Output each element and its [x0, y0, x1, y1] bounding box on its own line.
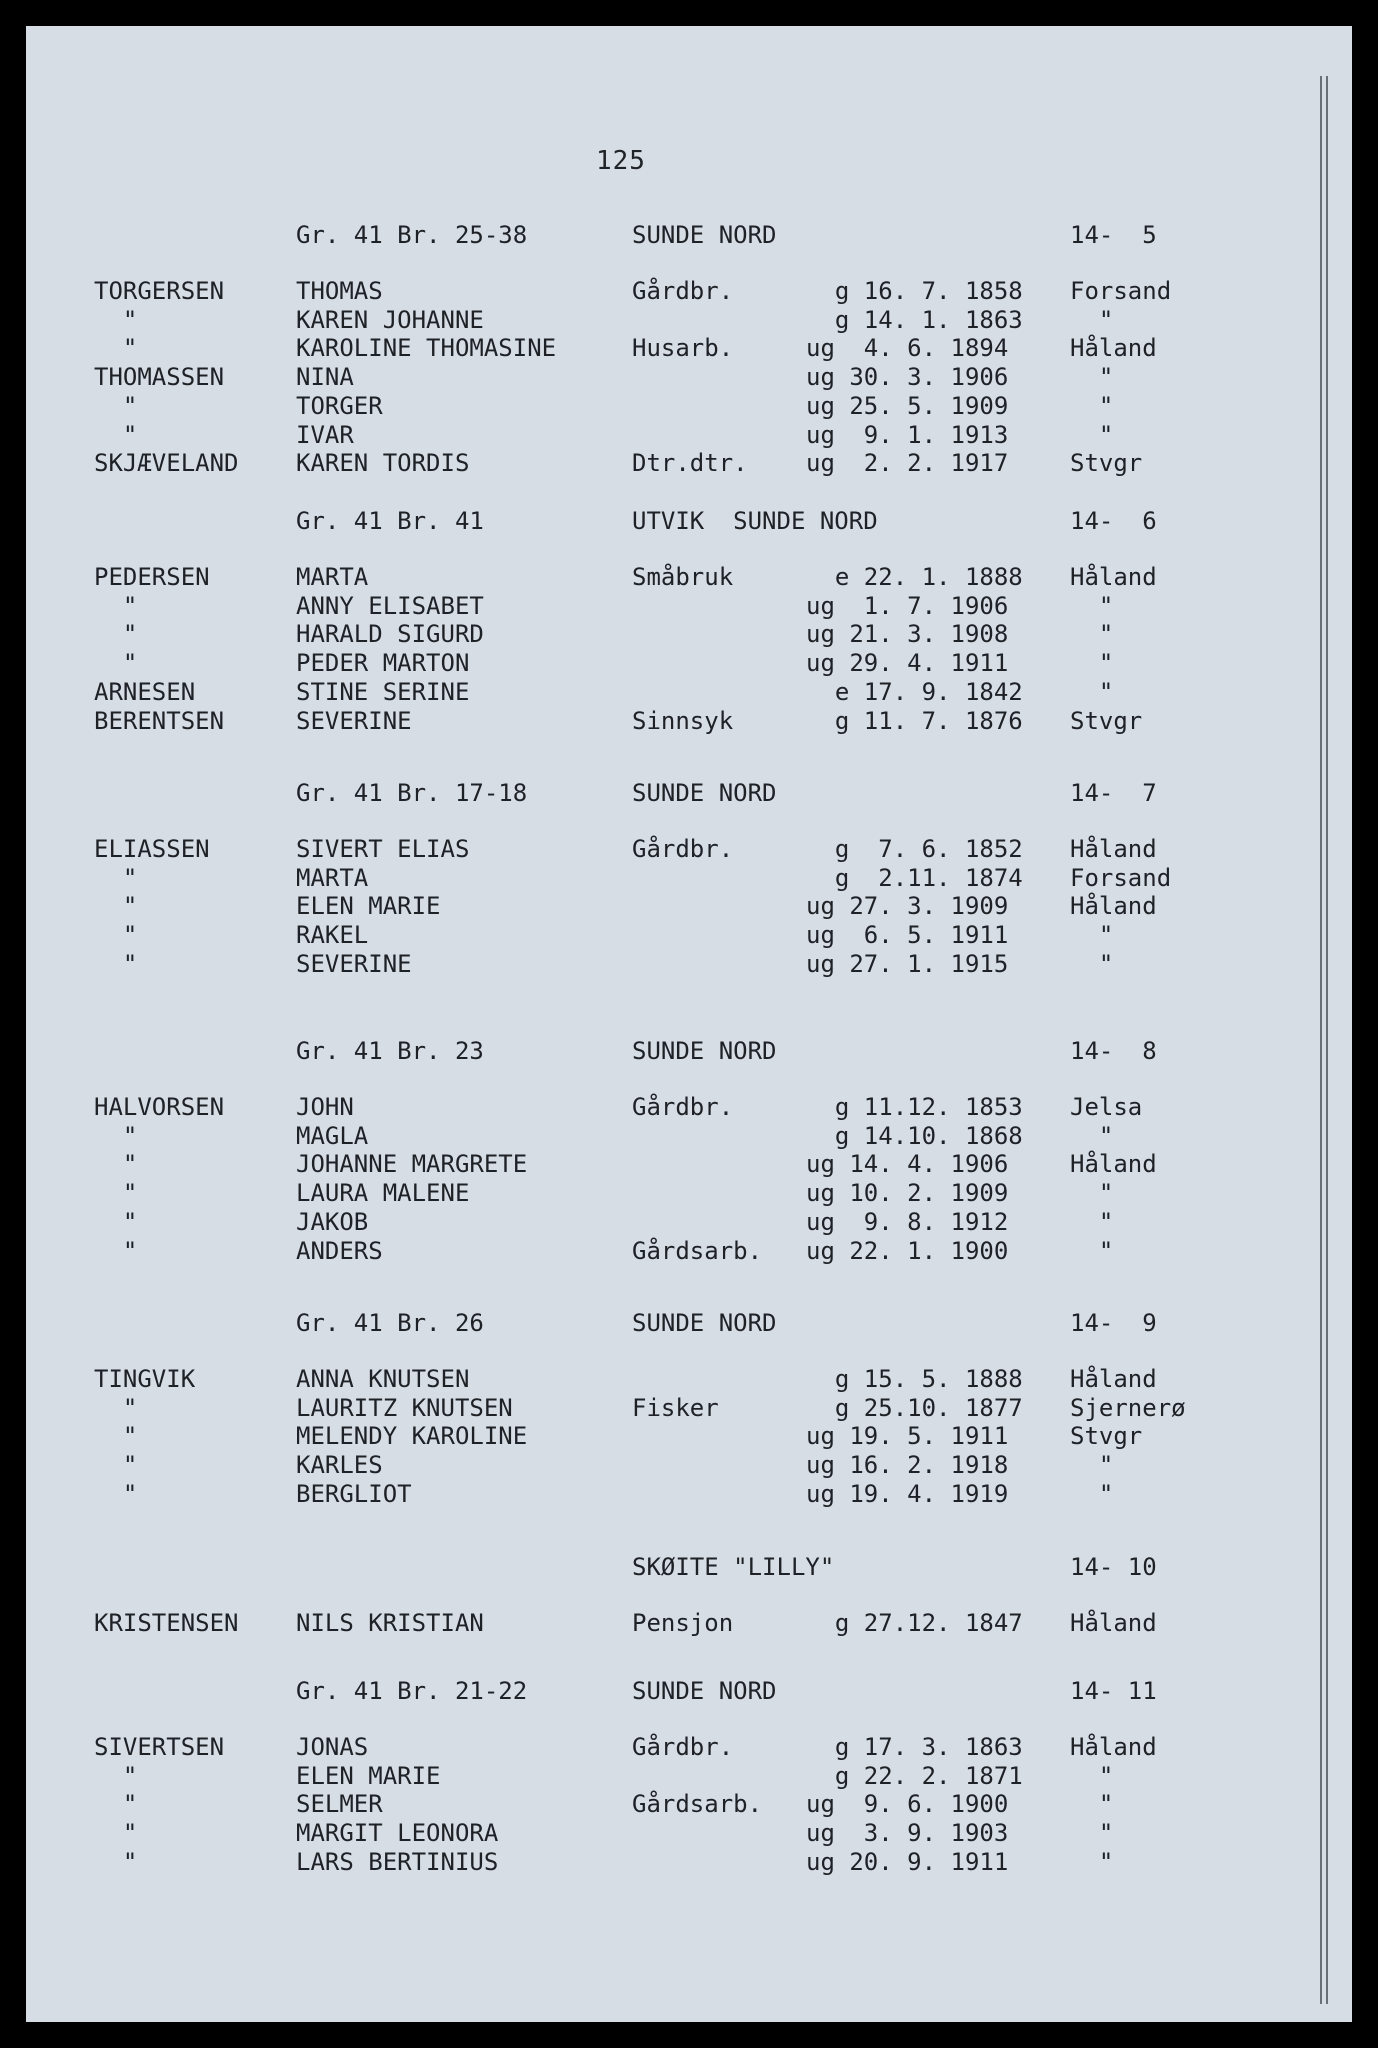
surname: TINGVIK	[94, 1365, 196, 1393]
birthplace: Sjernerø	[1070, 1393, 1186, 1422]
surname: "	[94, 1790, 138, 1819]
surname: "	[94, 420, 138, 449]
birthplace: Stvgr	[1070, 449, 1143, 478]
status-and-birth-date: ug 27. 1. 1915	[806, 949, 1009, 978]
given-names: JOHN	[296, 1093, 354, 1121]
status-and-birth-date: g 2.11. 1874	[806, 863, 1023, 892]
surname: "	[94, 1479, 138, 1508]
status-and-birth-date: g 14.10. 1868	[806, 1121, 1023, 1150]
person-row	[26, 891, 1352, 921]
given-names: ANNA KNUTSEN	[296, 1365, 470, 1393]
given-names: JOHANNE MARGRETE	[296, 1150, 528, 1179]
household-code: 14- 9	[1070, 1309, 1157, 1337]
household-code: 14- 8	[1070, 1037, 1157, 1065]
person-row	[26, 305, 1352, 335]
given-names: PEDER MARTON	[296, 649, 470, 678]
surname: "	[94, 892, 138, 921]
surname: "	[94, 620, 138, 649]
given-names: LARS BERTINIUS	[296, 1847, 499, 1876]
person-row	[26, 276, 1352, 306]
status-and-birth-date: g 15. 5. 1888	[806, 1365, 1023, 1393]
birthplace: Håland	[1070, 563, 1157, 591]
status-and-birth-date: ug 9. 6. 1900	[806, 1790, 1009, 1819]
household-code: 14- 11	[1070, 1677, 1157, 1705]
birthplace: "	[1070, 420, 1114, 449]
surname: THOMASSEN	[94, 363, 225, 392]
given-names: ANDERS	[296, 1236, 383, 1265]
status-and-birth-date: ug 19. 4. 1919	[806, 1479, 1009, 1508]
birthplace: "	[1070, 1207, 1114, 1236]
surname: "	[94, 391, 138, 420]
given-names: ELEN MARIE	[296, 1761, 441, 1790]
household-header	[26, 1552, 1352, 1582]
given-names: KARLES	[296, 1451, 383, 1480]
status-and-birth-date: ug 29. 4. 1911	[806, 649, 1009, 678]
given-names: NINA	[296, 363, 354, 392]
given-names: HARALD SIGURD	[296, 620, 484, 649]
status-and-birth-date: ug 25. 5. 1909	[806, 391, 1009, 420]
farm-reference: Gr. 41 Br. 23	[296, 1037, 484, 1065]
surname: "	[94, 863, 138, 892]
person-row	[26, 1761, 1352, 1791]
birthplace: "	[1070, 363, 1114, 392]
given-names: ANNY ELISABET	[296, 591, 484, 620]
status-and-birth-date: ug 16. 2. 1918	[806, 1451, 1009, 1480]
occupation: Sinnsyk	[632, 706, 734, 735]
birthplace: "	[1070, 620, 1114, 649]
surname: "	[94, 1819, 138, 1848]
surname: "	[94, 1393, 138, 1422]
person-row	[26, 391, 1352, 421]
person-row	[26, 1818, 1352, 1848]
person-row	[26, 1608, 1352, 1638]
status-and-birth-date: g 16. 7. 1858	[806, 277, 1023, 305]
given-names: MARTA	[296, 563, 369, 591]
status-and-birth-date: ug 19. 5. 1911	[806, 1422, 1009, 1451]
person-row	[26, 706, 1352, 736]
person-row	[26, 677, 1352, 707]
status-and-birth-date: ug 4. 6. 1894	[806, 334, 1009, 363]
place-name: SUNDE NORD	[632, 1037, 777, 1065]
status-and-birth-date: ug 6. 5. 1911	[806, 921, 1009, 950]
place-name: SUNDE NORD	[632, 1677, 777, 1705]
birthplace: "	[1070, 591, 1114, 620]
given-names: SEVERINE	[296, 706, 412, 735]
place-name: SKØITE "LILLY"	[632, 1553, 835, 1581]
birthplace: Forsand	[1070, 863, 1172, 892]
birthplace: Håland	[1070, 334, 1157, 363]
status-and-birth-date: ug 1. 7. 1906	[806, 591, 1009, 620]
surname: "	[94, 1207, 138, 1236]
birthplace: Stvgr	[1070, 1422, 1143, 1451]
given-names: KAREN JOHANNE	[296, 305, 484, 334]
status-and-birth-date: ug 3. 9. 1903	[806, 1819, 1009, 1848]
birthplace: Håland	[1070, 835, 1157, 863]
status-and-birth-date: ug 20. 9. 1911	[806, 1847, 1009, 1876]
person-row	[26, 920, 1352, 950]
given-names: JAKOB	[296, 1207, 369, 1236]
given-names: STINE SERINE	[296, 677, 470, 706]
person-row	[26, 1149, 1352, 1179]
birthplace: Stvgr	[1070, 706, 1143, 735]
occupation: Fisker	[632, 1393, 719, 1422]
household-header	[26, 1308, 1352, 1338]
given-names: ELEN MARIE	[296, 892, 441, 921]
surname: "	[94, 1179, 138, 1208]
person-row	[26, 591, 1352, 621]
household-header	[26, 506, 1352, 536]
surname: "	[94, 1422, 138, 1451]
occupation: Gårdsarb.	[632, 1236, 763, 1265]
place-name: UTVIK SUNDE NORD	[632, 507, 878, 535]
household-code: 14- 5	[1070, 221, 1157, 249]
occupation: Pensjon	[632, 1609, 734, 1637]
status-and-birth-date: g 27.12. 1847	[806, 1609, 1023, 1637]
farm-reference: Gr. 41 Br. 25-38	[296, 221, 528, 249]
household-header	[26, 778, 1352, 808]
status-and-birth-date: g 7. 6. 1852	[806, 835, 1023, 863]
surname: "	[94, 1121, 138, 1150]
birthplace: Håland	[1070, 1365, 1157, 1393]
person-row	[26, 1393, 1352, 1423]
birthplace: "	[1070, 1819, 1114, 1848]
person-row	[26, 362, 1352, 392]
birthplace: Jelsa	[1070, 1093, 1143, 1121]
person-row	[26, 1207, 1352, 1237]
household-code: 14- 6	[1070, 507, 1157, 535]
person-row	[26, 949, 1352, 979]
person-row	[26, 863, 1352, 893]
birthplace: "	[1070, 677, 1114, 706]
given-names: LAURA MALENE	[296, 1179, 470, 1208]
surname: "	[94, 949, 138, 978]
given-names: MARTA	[296, 863, 369, 892]
status-and-birth-date: e 22. 1. 1888	[806, 563, 1023, 591]
given-names: KAREN TORDIS	[296, 449, 470, 478]
surname: "	[94, 1847, 138, 1876]
place-name: SUNDE NORD	[632, 221, 777, 249]
status-and-birth-date: g 11. 7. 1876	[806, 706, 1023, 735]
birthplace: "	[1070, 391, 1114, 420]
surname: HALVORSEN	[94, 1093, 225, 1121]
status-and-birth-date: ug 10. 2. 1909	[806, 1179, 1009, 1208]
person-row	[26, 1092, 1352, 1122]
person-row	[26, 333, 1352, 363]
given-names: MARGIT LEONORA	[296, 1819, 499, 1848]
status-and-birth-date: g 11.12. 1853	[806, 1093, 1023, 1121]
farm-reference: Gr. 41 Br. 21-22	[296, 1677, 528, 1705]
page-number: 125	[596, 146, 646, 176]
household-header	[26, 220, 1352, 250]
person-row	[26, 1789, 1352, 1819]
occupation: Gårdbr.	[632, 277, 734, 305]
birthplace: "	[1070, 1179, 1114, 1208]
birthplace: Håland	[1070, 892, 1157, 921]
occupation: Husarb.	[632, 334, 734, 363]
occupation: Dtr.dtr.	[632, 449, 748, 478]
household-code: 14- 10	[1070, 1553, 1157, 1581]
surname: "	[94, 305, 138, 334]
birthplace: "	[1070, 1451, 1114, 1480]
surname: ELIASSEN	[94, 835, 210, 863]
person-row	[26, 834, 1352, 864]
status-and-birth-date: ug 2. 2. 1917	[806, 449, 1009, 478]
person-row	[26, 562, 1352, 592]
occupation: Gårdsarb.	[632, 1790, 763, 1819]
person-row	[26, 1479, 1352, 1509]
status-and-birth-date: ug 27. 3. 1909	[806, 892, 1009, 921]
status-and-birth-date: ug 22. 1. 1900	[806, 1236, 1009, 1265]
birthplace: "	[1070, 1236, 1114, 1265]
status-and-birth-date: ug 30. 3. 1906	[806, 363, 1009, 392]
person-row	[26, 619, 1352, 649]
surname: "	[94, 334, 138, 363]
surname: "	[94, 591, 138, 620]
status-and-birth-date: ug 21. 3. 1908	[806, 620, 1009, 649]
place-name: SUNDE NORD	[632, 1309, 777, 1337]
surname: "	[94, 921, 138, 950]
given-names: TORGER	[296, 391, 383, 420]
given-names: SEVERINE	[296, 949, 412, 978]
status-and-birth-date: ug 9. 1. 1913	[806, 420, 1009, 449]
status-and-birth-date: g 17. 3. 1863	[806, 1733, 1023, 1761]
surname: "	[94, 1150, 138, 1179]
birthplace: "	[1070, 1761, 1114, 1790]
given-names: SIVERT ELIAS	[296, 835, 470, 863]
given-names: KAROLINE THOMASINE	[296, 334, 557, 363]
status-and-birth-date: g 22. 2. 1871	[806, 1761, 1023, 1790]
status-and-birth-date: e 17. 9. 1842	[806, 677, 1023, 706]
household-header	[26, 1676, 1352, 1706]
farm-reference: Gr. 41 Br. 26	[296, 1309, 484, 1337]
person-row	[26, 1421, 1352, 1451]
given-names: BERGLIOT	[296, 1479, 412, 1508]
birthplace: "	[1070, 1790, 1114, 1819]
document-page	[26, 26, 1352, 2022]
surname: "	[94, 1761, 138, 1790]
farm-reference: Gr. 41 Br. 41	[296, 507, 484, 535]
person-row	[26, 1732, 1352, 1762]
household-header	[26, 1036, 1352, 1066]
person-row	[26, 1178, 1352, 1208]
given-names: JONAS	[296, 1733, 369, 1761]
birthplace: "	[1070, 305, 1114, 334]
occupation: Småbruk	[632, 563, 734, 591]
surname: BERENTSEN	[94, 706, 225, 735]
status-and-birth-date: g 25.10. 1877	[806, 1393, 1023, 1422]
place-name: SUNDE NORD	[632, 779, 777, 807]
surname: SKJÆVELAND	[94, 449, 239, 478]
person-row	[26, 648, 1352, 678]
given-names: THOMAS	[296, 277, 383, 305]
birthplace: Håland	[1070, 1609, 1157, 1637]
person-row	[26, 448, 1352, 478]
person-row	[26, 1236, 1352, 1266]
birthplace: "	[1070, 1121, 1114, 1150]
surname: "	[94, 1451, 138, 1480]
surname: TORGERSEN	[94, 277, 225, 305]
occupation: Gårdbr.	[632, 1093, 734, 1121]
household-code: 14- 7	[1070, 779, 1157, 807]
given-names: NILS KRISTIAN	[296, 1609, 484, 1637]
status-and-birth-date: ug 9. 8. 1912	[806, 1207, 1009, 1236]
birthplace: "	[1070, 921, 1114, 950]
person-row	[26, 1450, 1352, 1480]
birthplace: "	[1070, 949, 1114, 978]
surname: "	[94, 1236, 138, 1265]
given-names: MELENDY KAROLINE	[296, 1422, 528, 1451]
surname: ARNESEN	[94, 677, 196, 706]
surname: SIVERTSEN	[94, 1733, 225, 1761]
occupation: Gårdbr.	[632, 835, 734, 863]
given-names: MAGLA	[296, 1121, 369, 1150]
person-row	[26, 1121, 1352, 1151]
surname: PEDERSEN	[94, 563, 210, 591]
farm-reference: Gr. 41 Br. 17-18	[296, 779, 528, 807]
birthplace: Forsand	[1070, 277, 1172, 305]
birthplace: "	[1070, 1479, 1114, 1508]
birthplace: "	[1070, 1847, 1114, 1876]
given-names: LAURITZ KNUTSEN	[296, 1393, 513, 1422]
person-row	[26, 1847, 1352, 1877]
birthplace: Håland	[1070, 1733, 1157, 1761]
person-row	[26, 420, 1352, 450]
occupation: Gårdbr.	[632, 1733, 734, 1761]
birthplace: Håland	[1070, 1150, 1157, 1179]
given-names: RAKEL	[296, 921, 369, 950]
person-row	[26, 1364, 1352, 1394]
status-and-birth-date: ug 14. 4. 1906	[806, 1150, 1009, 1179]
status-and-birth-date: g 14. 1. 1863	[806, 305, 1023, 334]
given-names: IVAR	[296, 420, 354, 449]
given-names: SELMER	[296, 1790, 383, 1819]
surname: KRISTENSEN	[94, 1609, 239, 1637]
birthplace: "	[1070, 649, 1114, 678]
surname: "	[94, 649, 138, 678]
